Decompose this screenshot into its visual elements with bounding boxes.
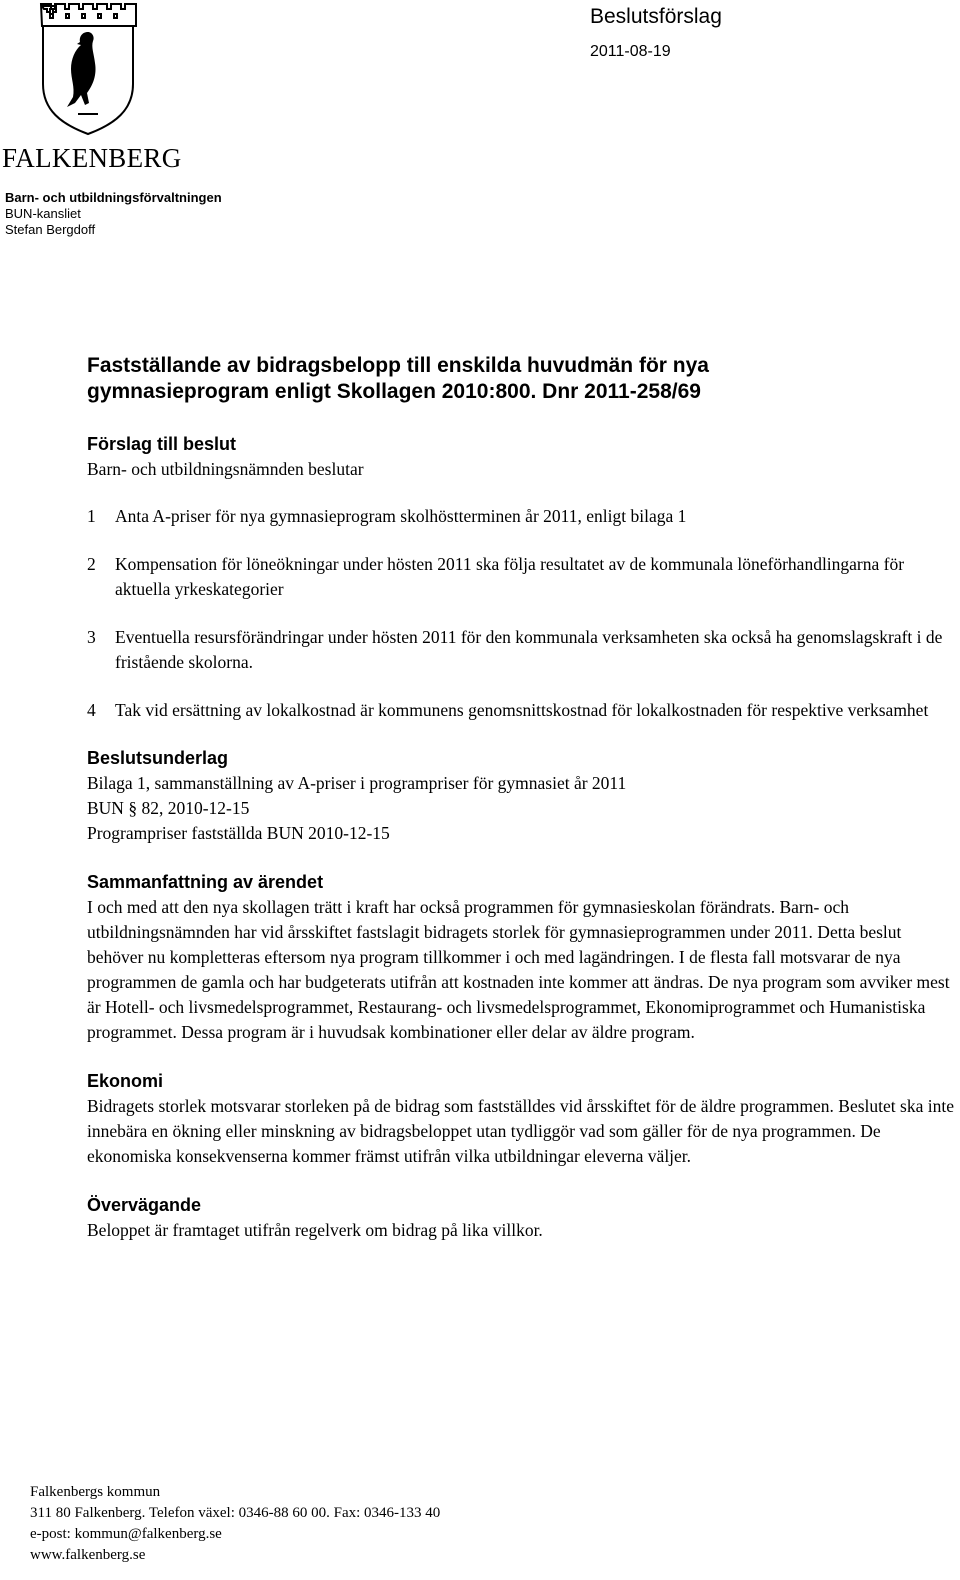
department-block <box>5 190 222 238</box>
consideration-heading: Övervägande <box>87 1195 202 1215</box>
title-line-2: gymnasieprogram enligt Skollagen 2010:800. Dnr 2011-258/69 <box>87 380 701 403</box>
summary-heading: Sammanfattning av ärendet <box>87 872 324 892</box>
proposal-intro: Barn- och utbildningsnämnden beslutar <box>87 459 364 479</box>
proposal-heading: Förslag till beslut <box>87 434 237 454</box>
proposal-text: Tak vid ersättning av lokalkostnad är kommunens genomsnittskostnad för lokalkostnaden för respektive verksamhet <box>115 700 929 720</box>
proposal-item <box>87 625 957 675</box>
author-name: Stefan Bergdoff <box>5 222 96 237</box>
falkenberg-crest-logo <box>38 2 138 140</box>
title-line-1: Fastställande av bidragsbelopp till enskilda huvudmän för nya <box>87 354 709 377</box>
proposal-text: Eventuella resursförändringar under hösten 2011 för den kommunala verksamheten ska också ha genomslagskraft i de fristående skolorna. <box>115 627 943 672</box>
document-title <box>87 353 957 405</box>
unit-name: BUN-kansliet <box>5 206 81 221</box>
proposal-item <box>87 504 957 529</box>
consideration-section <box>87 1193 957 1243</box>
basis-line: BUN § 82, 2010-12-15 <box>87 798 250 818</box>
document-body <box>87 353 957 1267</box>
proposal-item <box>87 698 957 723</box>
economy-heading: Ekonomi <box>87 1071 164 1091</box>
proposal-section <box>87 432 957 723</box>
footer <box>30 1482 440 1566</box>
summary-text: I och med att den nya skollagen trätt i kraft har också programmen för gymnasieskolan förändrats. Barn- och utbildningsnämnden har vid årsskiftet fastslagit bidragets storlek för gymnasieprogrammen under 2011. Detta beslut behöver nu kompletteras eftersom nya program tillkommer i och med lagändringen. I de flesta fall motsvarar de nya programmen de gamla och har budgeterats utifrån att kostnaden inte kommer att ändras. De nya program som avviker mest är Hotell- och livsmedelsprogrammet, Restaurang- och livsmedelsprogrammet, Ekonomiprogrammet och Humanistiska programmet. Dessa program är i huvudsak kombinationer eller delar av äldre program. <box>87 897 950 1042</box>
document-type: Beslutsförslag <box>590 5 722 28</box>
proposal-list <box>87 504 957 723</box>
basis-section <box>87 746 957 846</box>
consideration-text: Beloppet är framtaget utifrån regelverk om bidrag på lika villkor. <box>87 1220 543 1240</box>
proposal-text: Kompensation för löneökningar under hösten 2011 ska följa resultatet av de kommunala löneförhandlingarna för aktuella yrkeskategorier <box>115 554 905 599</box>
basis-heading: Beslutsunderlag <box>87 748 229 768</box>
document-date: 2011-08-19 <box>590 43 671 60</box>
economy-section <box>87 1069 957 1169</box>
proposal-number: 2 <box>87 554 96 574</box>
summary-section <box>87 870 957 1045</box>
footer-website[interactable]: www.falkenberg.se <box>30 1547 146 1563</box>
proposal-number: 3 <box>87 627 96 647</box>
basis-line: Programpriser fastställda BUN 2010-12-15 <box>87 823 390 843</box>
economy-text: Bidragets storlek motsvarar storleken på de bidrag som fastställdes vid årsskiftet för de äldre programmen. Beslutet ska inte innebära en ökning eller minskning av bidragsbeloppet utan tydliggör vad som gäller för de nya programmen. De ekonomiska konsekvenserna kommer främst utifrån vilka utbildningar eleverna väljer. <box>87 1096 954 1166</box>
falkenberg-wordmark: FALKENBERG <box>2 143 182 173</box>
footer-email[interactable]: e-post: kommun@falkenberg.se <box>30 1526 222 1542</box>
proposal-number: 4 <box>87 700 96 720</box>
proposal-text: Anta A-priser för nya gymnasieprogram skolhöstterminen år 2011, enligt bilaga 1 <box>115 506 687 526</box>
footer-org: Falkenbergs kommun <box>30 1484 161 1500</box>
proposal-item <box>87 552 957 602</box>
department-name: Barn- och utbildningsförvaltningen <box>5 190 222 205</box>
basis-line: Bilaga 1, sammanställning av A-priser i programpriser för gymnasiet år 2011 <box>87 773 627 793</box>
footer-address: 311 80 Falkenberg. Telefon växel: 0346-88 60 00. Fax: 0346-133 40 <box>30 1505 441 1521</box>
proposal-number: 1 <box>87 506 96 526</box>
